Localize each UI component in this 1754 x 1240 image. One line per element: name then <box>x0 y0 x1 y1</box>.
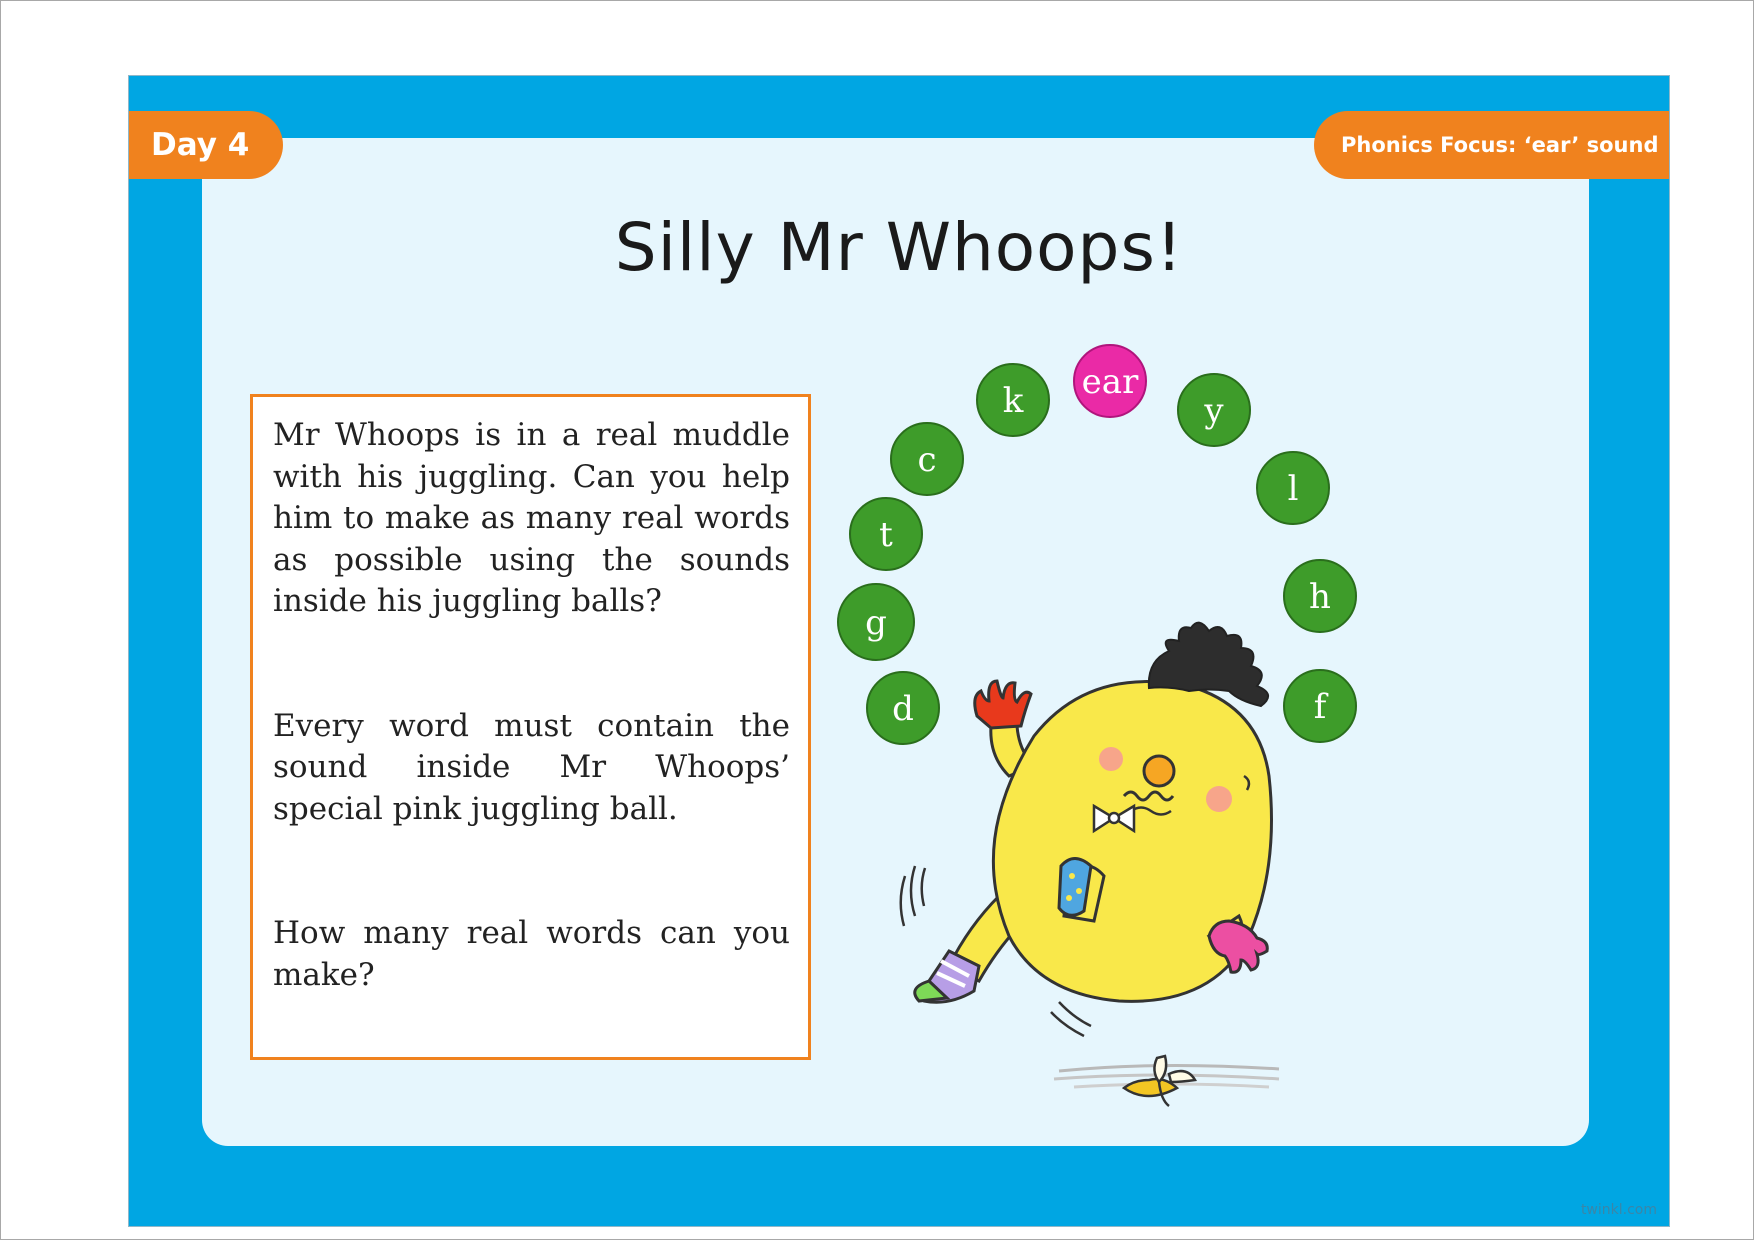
juggling-ball-t <box>850 498 922 570</box>
ball-label-l: l <box>1287 469 1299 509</box>
ball-label-h: h <box>1309 577 1331 617</box>
juggling-ball-d <box>867 672 939 744</box>
juggling-ball-g <box>838 584 914 660</box>
ball-label-t: t <box>879 515 893 555</box>
ball-label-y: y <box>1204 391 1224 431</box>
instructions-paragraph-3: How many real words can you make? <box>273 915 790 993</box>
page-title: Silly Mr Whoops! <box>614 209 1184 286</box>
juggling-ball-l <box>1257 452 1329 524</box>
mr-whoops-character <box>915 623 1272 1003</box>
juggling-ball-k <box>977 364 1049 436</box>
ball-label-d: d <box>892 689 914 729</box>
instructions-paragraph-2: Every word must contain the sound inside Mr Whoops’ special pink juggling ball. <box>273 707 790 827</box>
ball-label-ear: ear <box>1081 362 1139 402</box>
ball-label-c: c <box>917 440 937 480</box>
ball-label-k: k <box>1002 381 1024 421</box>
juggling-ball-f <box>1284 670 1356 742</box>
slide <box>128 75 1670 1227</box>
juggling-illustration <box>129 76 1669 1226</box>
juggling-ball-ear <box>1074 345 1146 417</box>
banana-peel <box>1124 1056 1195 1106</box>
ball-label-g: g <box>865 603 887 643</box>
juggling-ball-h <box>1284 560 1356 632</box>
day-tab: Day 4 <box>129 111 283 179</box>
watermark: twinkl.com <box>1580 1202 1657 1218</box>
juggling-ball-c <box>891 423 963 495</box>
instructions-paragraph-1: Mr Whoops is in a real muddle with his juggling. Can you help him to make as many real words as possible using the sounds inside his juggling balls? <box>273 417 790 619</box>
juggling-ball-y <box>1178 374 1250 446</box>
phonics-focus-tab: Phonics Focus: ‘ear’ sound <box>1314 111 1669 179</box>
ball-label-f: f <box>1313 687 1327 727</box>
